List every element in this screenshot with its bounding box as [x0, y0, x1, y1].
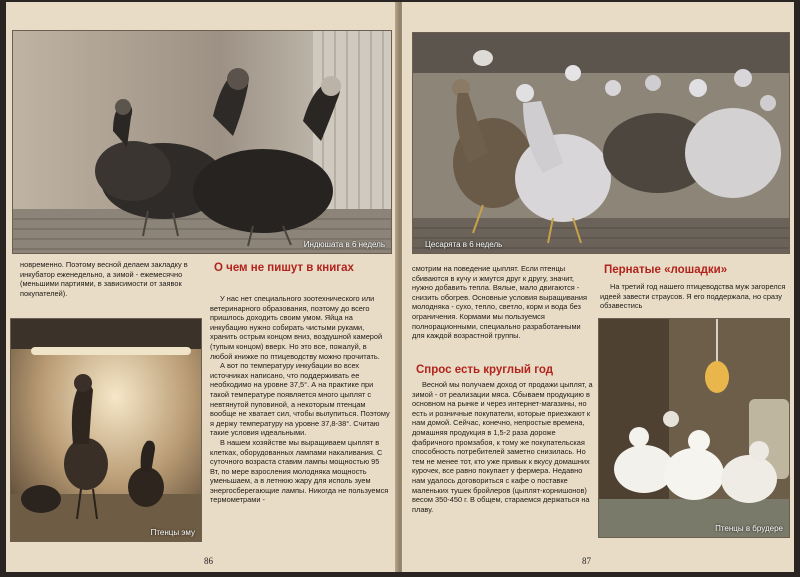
right-column-2-text: На третий год нашего птицеводства муж загорелся идеей завести страусов. Я его поддержала, но сразу обзавестись: [600, 282, 786, 311]
left-page: [6, 2, 399, 572]
page-number: 87: [582, 556, 591, 566]
photo-caption: Птенцы в брудере: [715, 524, 783, 533]
photo-caption: Цесарята в 6 недель: [425, 240, 503, 249]
right-column-1-text: смотрим на поведение цыплят. Если птенцы сбиваются в кучу и жмутся друг к другу, значит, нужно добавить тепла. Вялые, мало двигаются - снизить обогрев. Основные условия выращивания молодняка - сухо, тепло, светло, корм и вода без ограничения. Кормами мы пользуемся полнорационными, специально разработанными для каждой возрастной группы.: [412, 264, 587, 341]
right-column-1-text-2: Весной мы получаем доход от продажи цыплят, а зимой - от реализации мяса. Сбываем продукцию в основном на рынке и через интернет-магазины, но есть и розничные покупатели, которые приезжают к нам домой. Сейчас, конечно, непростые времена, домашняя продукция в 1,5-2 раза дороже фабричного промзабоя, к тому же покупательская способность потребителей заметно снизилась. Но тем не менее тот, кто уже привык к вкусу домашних курочек, все равно покупает у фермера. Недавно нам удалось договориться с кафе о поставке маленьких тушек бройлеров (цыплят-корнишонов) весом 350-450 г. В общем, стараемся держаться на плаву.: [412, 380, 593, 514]
page-number: 86: [204, 556, 213, 566]
section-heading: О чем не пишут в книгах: [214, 262, 354, 274]
photo-caption: Птенцы эму: [150, 528, 195, 537]
photo-caption: Индюшата в 6 недель: [303, 240, 385, 249]
photo-turkey-poults: [12, 30, 392, 254]
right-page: [402, 2, 794, 572]
left-intro-text: новременно. Поэтому весной делаем закладку в инкубатор еженедельно, а зимой - ежемесячно (меньшими партиями, в зависимости от заявок покупателей).: [20, 260, 188, 298]
section-heading: Пернатые «лошадки»: [604, 264, 728, 276]
section-heading: Спрос есть круглый год: [416, 364, 554, 376]
photo-guinea-fowl-keets: [412, 32, 790, 254]
left-column-text: У нас нет специального зоотехнического или ветеринарного образования, поэтому до всего пришлось доходить своим умом. Яйца на инкубацию нужно собирать чистыми руками, хранить острым концом вниз, воздушной камерой (тупым концом) вверх. Но это все, пожалуй, в любой книжке по птицеводству можно прочитать. А вот по температуру инкубации во всех источниках написано, что поддерживать ее необходимо на уровне 37,5°. А на практике при такой температуре появляется много цыплят с невтянутой пуповиной, а некоторым птенцам вообще не хватает сил, чтобы вылупиться. Поэтому я держу температуру на уровне 37,8-38°. Считаю такие условия идеальными. В нашем хозяйстве мы выращиваем цыплят в клетках, оборудованных лампами накаливания. С суточного возраста ставим лампы мощностью 95 Вт, по мере взросления молодняка мощность уменьшаем, а в летнюю жару для исполь зуем энергосберегающие лампы. Никогда не пользуемся термометрами -: [210, 294, 390, 505]
photo-brooder-chicks: [598, 318, 790, 538]
photo-emu-chicks: [10, 318, 202, 542]
